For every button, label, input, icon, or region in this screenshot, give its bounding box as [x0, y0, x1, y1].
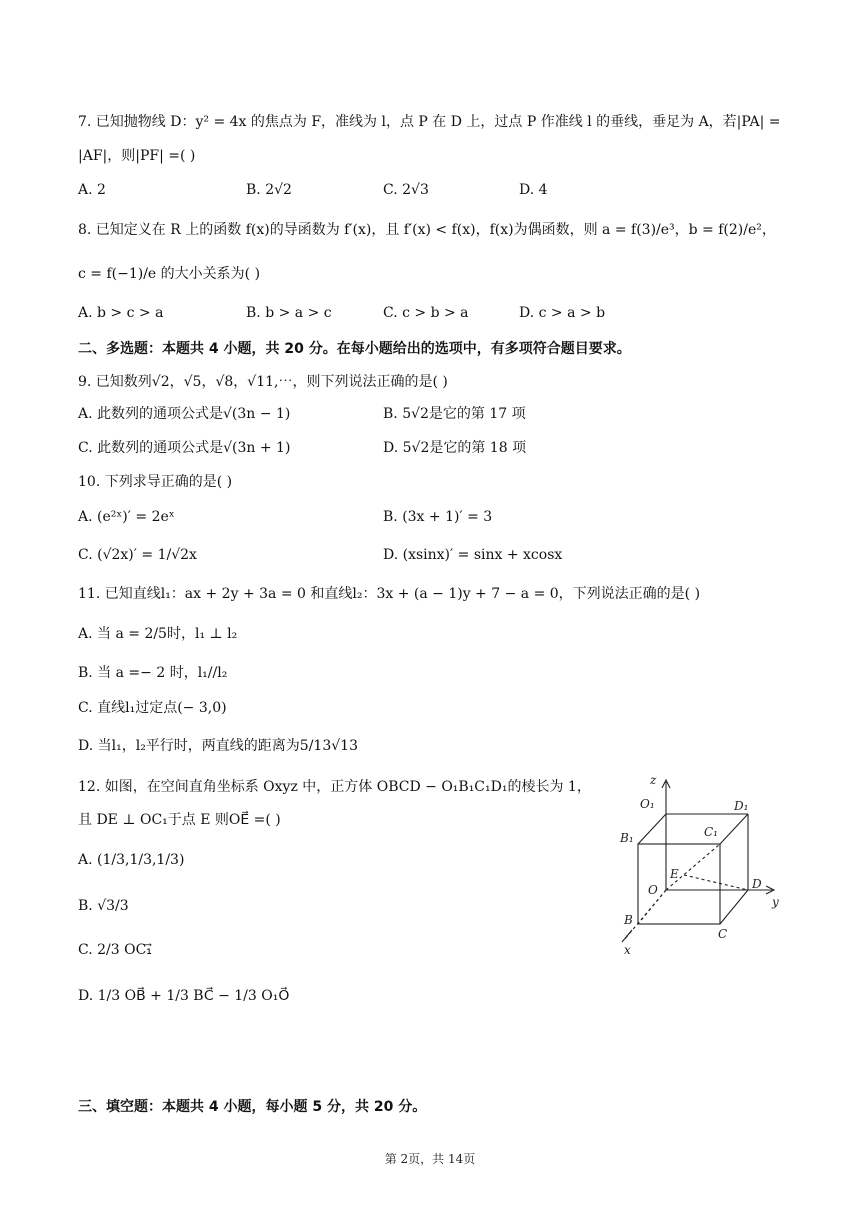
label-d1: D₁	[734, 799, 749, 813]
q11-option-b: B. 当 a =− 2 时，l₁//l₂	[78, 665, 228, 681]
label-d: D	[752, 877, 762, 891]
x-axis-visible	[622, 930, 632, 942]
q8-option-d: D. c > a > b	[519, 305, 606, 321]
edge-c1-d1	[720, 814, 748, 844]
q12-stem-line2: 且 DE ⊥ OC₁于点 E 则OE⃗ =( )	[78, 812, 281, 828]
q9-stem: 9. 已知数列√2，√5，√8，√11,⋯，则下列说法正确的是( )	[78, 374, 448, 390]
q7-option-c: C. 2√3	[383, 182, 429, 198]
q12-stem-line1: 12. 如图，在空间直角坐标系 Oxyz 中，正方体 OBCD − O₁B₁C₁D₁的棱长为 1，	[78, 779, 591, 795]
q9-option-a: A. 此数列的通项公式是√(3n − 1)	[78, 406, 291, 422]
cube-coordinate-figure	[606, 770, 784, 960]
label-c: C	[718, 927, 728, 941]
label-o1: O₁	[640, 797, 655, 811]
q11-option-c: C. 直线l₁过定点(− 3,0)	[78, 700, 227, 716]
section-heading-multiple-choice: 二、多选题：本题共 4 小题，共 20 分。在每小题给出的选项中，有多项符合题目要求。	[78, 341, 631, 357]
q10-option-b: B. (3x + 1)′ = 3	[383, 509, 493, 525]
q11-option-d: D. 当l₁，l₂平行时，两直线的距离为5/13√13	[78, 738, 358, 754]
label-e: E	[670, 867, 679, 881]
segment-e-d	[684, 875, 748, 890]
q11-stem: 11. 已知直线l₁：ax + 2y + 3a = 0 和直线l₂：3x + (a − 1)y + 7 − a = 0，下列说法正确的是( )	[78, 586, 701, 602]
q8-stem-line2: c = f(−1)/e 的大小关系为( )	[78, 266, 261, 282]
label-o: O	[648, 883, 658, 897]
edge-b1-o1	[638, 814, 666, 844]
q12-option-c: C. 2/3 OC₁⃗	[78, 942, 152, 958]
label-c1: C₁	[704, 825, 718, 839]
label-b1: B₁	[620, 831, 634, 845]
q8-option-a: A. b > c > a	[78, 305, 164, 321]
q8-option-b: B. b > a > c	[246, 305, 332, 321]
label-b: B	[624, 913, 633, 927]
page-footer: 第 2页，共 14页	[384, 1152, 476, 1166]
q10-option-c: C. (√2x)′ = 1/√2x	[78, 547, 197, 563]
q10-stem: 10. 下列求导正确的是( )	[78, 474, 233, 490]
q9-option-c: C. 此数列的通项公式是√(3n + 1)	[78, 440, 291, 456]
q9-option-b: B. 5√2是它的第 17 项	[383, 406, 526, 422]
q12-option-b: B. √3/3	[78, 898, 129, 914]
label-x: x	[624, 943, 631, 957]
label-y: y	[772, 895, 779, 909]
q12-option-a: A. (1/3,1/3,1/3)	[78, 852, 185, 868]
q10-option-a: A. (e²ˣ)′ = 2eˣ	[78, 509, 175, 525]
q11-option-a: A. 当 a = 2/5时，l₁ ⊥ l₂	[78, 626, 238, 642]
edge-c-d	[720, 890, 748, 924]
q9-option-d: D. 5√2是它的第 18 项	[383, 440, 527, 456]
q10-option-d: D. (xsinx)′ = sinx + xcosx	[383, 547, 563, 563]
q7-stem-line2: |AF|，则|PF| =( )	[78, 148, 196, 164]
q7-option-b: B. 2√2	[246, 182, 292, 198]
q12-option-d: D. 1/3 OB⃗ + 1/3 BC⃗ − 1/3 O₁O⃗	[78, 988, 290, 1004]
q8-option-c: C. c > b > a	[383, 305, 469, 321]
q7-stem-line1: 7. 已知抛物线 D：y² = 4x 的焦点为 F，准线为 l，点 P 在 D 上，过点 P 作准线 l 的垂线，垂足为 A，若|PA| =	[78, 114, 781, 130]
section-heading-fill-in: 三、填空题：本题共 4 小题，每小题 5 分，共 20 分。	[78, 1099, 427, 1115]
label-z: z	[650, 773, 657, 787]
q8-stem-line1: 8. 已知定义在 R 上的函数 f(x)的导函数为 f′(x)，且 f′(x) < f(x)，f(x)为偶函数，则 a = f(3)/e³，b = f(2)/e²，	[78, 222, 776, 238]
q7-option-a: A. 2	[78, 182, 106, 198]
q7-option-d: D. 4	[519, 182, 548, 198]
